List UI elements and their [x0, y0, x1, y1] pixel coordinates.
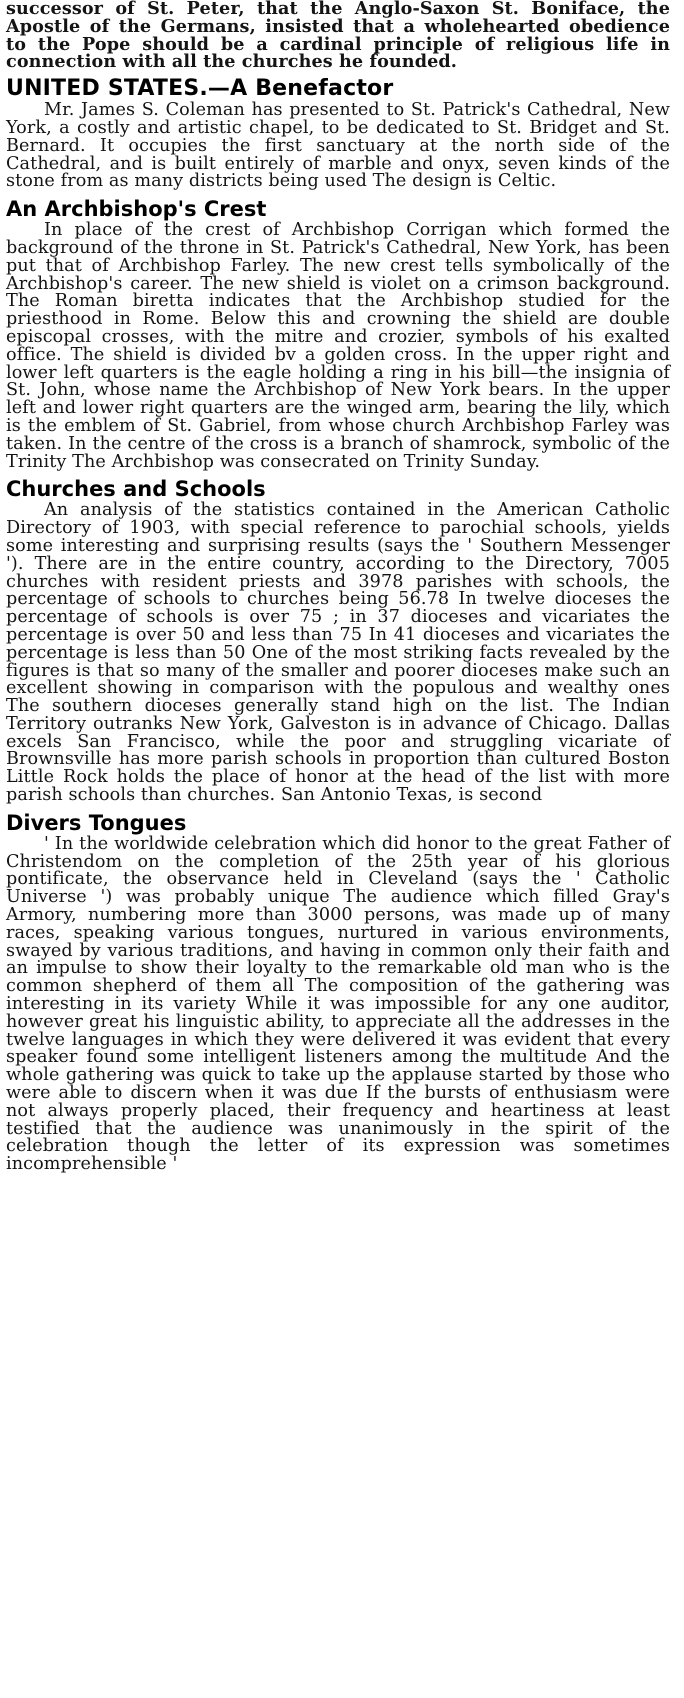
section-body: Mr. James S. Coleman has presented to St. Patrick's Cathedral, New York, a costly and artistic chapel, to be dedicated to St. Bridget and St. Bernard. It occupies the first sanctuary at the north side of the Cathedral, and is built entirely of marble and onyx, seven kinds of the stone from as many districts being used The design is Celtic.	[6, 100, 670, 192]
section-benefactor	[6, 77, 670, 191]
lead-paragraph: successor of St. Peter, that the Anglo-Saxon St. Boniface, the Apostle of the Germans, insisted that a wholehearted obedience to the Pope should be a cardinal principle of religious life in connection with all the churches he founded.	[6, 0, 670, 73]
section-body: An analysis of the statistics contained in the American Catholic Directory of 1903, with special reference to parochial schools, yields some interesting and surprising results (says the ' Southern Messenger '). There are in the entire country, according to the Directory, 7005 churches with resident priests and 3978 parishes with schools, the percentage of schools to churches being 56.78 In twelve dioceses the percentage of schools is over 75 ; in 37 dioceses and vicariates the percentage is over 50 and less than 75 In 41 dioceses and vicariates the percentage is less than 50 One of the most striking facts revealed by the figures is that so many of the smaller and poorer dioceses make such an excellent showing in comparison with the populous and wealthy ones The southern dioceses generally stand high on the list. The Indian Territory outranks New York, Galveston is in advance of Chicago. Dallas excels San Francisco, while the poor and struggling vicariate of Brownsville has more parish schools in proportion than cultured Boston Little Rock holds the place of honor at the head of the list with more parish schools than churches. San Antonio Texas, is second	[6, 500, 670, 806]
section-divers-tongues	[6, 811, 670, 1174]
section-heading: An Archbishop's Crest	[6, 197, 267, 222]
section-archbishop-crest	[6, 197, 670, 471]
section-body: In place of the crest of Archbishop Corrigan which formed the background of the throne in St. Patrick's Cathedral, New York, has been put that of Archbishop Farley. The new crest tells symbolically of the Archbishop's career. The new shield is violet on a crimson background. The Roman biretta indicates that the Archbishop studied for the priesthood in Rome. Below this and crowning the shield are double episcopal crosses, with the mitre and crozier, symbols of his exalted office. The shield is divided bv a golden cross. In the upper right and lower left quarters is the eagle holding a ring in his bill—the insignia of St. John, whose name the Archbishop of New York bears. In the upper left and lower right quarters are the winged arm, bearing the lily, which is the emblem of St. Gabriel, from whose church Archbishop Farley was taken. In the centre of the cross is a branch of shamrock, symbolic of the Trinity The Archbishop was consecrated on Trinity Sunday.	[6, 220, 670, 472]
section-heading: Churches and Schools	[6, 477, 266, 502]
section-heading: Divers Tongues	[6, 810, 187, 835]
section-churches-schools	[6, 477, 670, 805]
section-body: ' In the worldwide celebration which did honor to the great Father of Christendom on the completion of the 25th year of his glorious pontificate, the observance held in Cleveland (says the ' Catholic Universe ') was probably unique The audience which filled Gray's Armory, numbering more than 3000 persons, was made up of many races, speaking various tongues, nurtured in various environments, swayed by various traditions, and having in common only their faith and an impulse to show their loyalty to the remarkable old man who is the common shepherd of them all The composition of the gathering was interesting in its variety While it was impossible for any one auditor, however great his linguistic ability, to appreciate all the addresses in the twelve languages in which they were delivered it was evident that every speaker found some intelligent listeners among the multitude And the whole gathering was quick to take up the applause started by those who were able to discern when it was due If the bursts of enthusiasm were not always properly placed, their frequency and heartiness at least testified that the audience was unanimously in the spirit of the celebration though the letter of its expression was sometimes incomprehensible '	[6, 833, 670, 1175]
section-heading: UNITED STATES.—A Benefactor	[6, 76, 394, 102]
